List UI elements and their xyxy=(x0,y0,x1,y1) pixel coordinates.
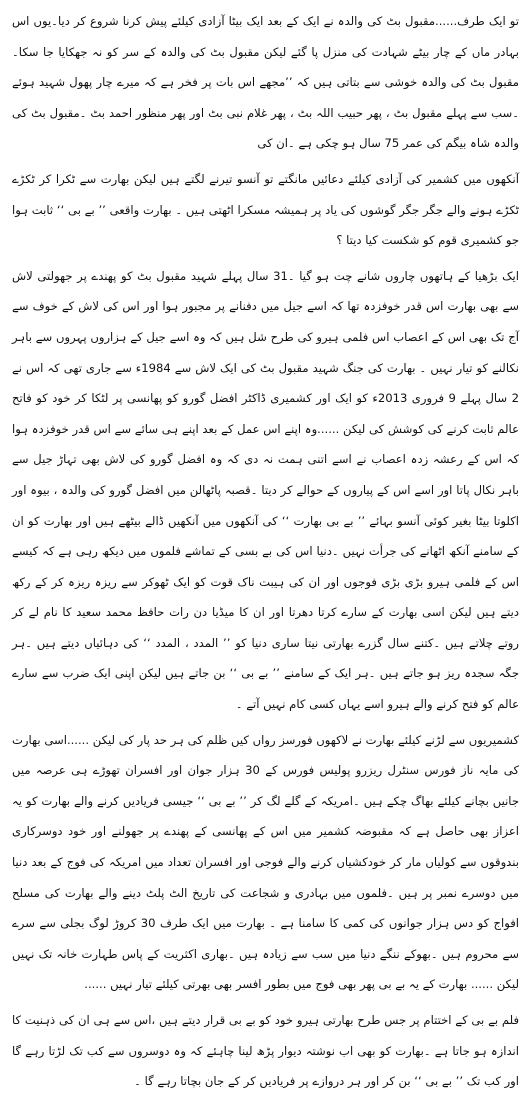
article-paragraph: تو ایک طرف......مقبول بٹ کی والدہ نے ایک کے بعد ایک بیٹا آزادی کیلئے پیش کرنا شروع کر دیا۔یوں اس بہادر ماں کے چار بیٹے شہادت کی منزل پا گئے لیکن مقبول بٹ کی والدہ کے سر کو نہ جھکایا جا سکا۔مقبول بٹ کی والدہ خوشی سے بتاتی ہیں کہ ’’مجھے اس بات پر فخر ہے کہ میرے چار پھول شہید ہوئے ۔سب سے پہلے مقبول بٹ ، پھر حبیب اللہ بٹ ، پھر غلام نبی بٹ اور پھر منظور احمد بٹ ۔مقبول بٹ کی والدہ شاہ بیگم کی عمر 75 سال ہو چکی ہے ۔ان کی xyxy=(12,14,519,151)
article-paragraph: آنکھوں میں کشمیر کی آزادی کیلئے دعائیں مانگتے تو آنسو تیرنے لگتے ہیں لیکن بھارت سے ٹکرا کر ٹکڑے ٹکڑے ہونے والے جگر جگر گوشوں کی یاد پر ہمیشہ مسکرا اٹھتی ہیں ۔ بھارت واقعی ’’ بے بی ‘‘ ثابت ہوا جو کشمیری قوم کو شکست کیا دیتا ؟ xyxy=(12,171,519,248)
article-paragraph: ایک بڑھیا کے ہاتھوں چاروں شانے چت ہو گیا ۔31 سال پہلے شہید مقبول بٹ کو پھندے پر جھولتی لاش سے بھی بھارت اس قدر خوفزدہ تھا کہ اسے جیل میں دفنانے پر مجبور ہوا اور اس کی لاش کے خوف سے آج تک بھی اس کے اعصاب اس فلمی ہیرو کی طرح شل ہیں کہ وہ اسے جیل کے ہزاروں پہروں سے باہر نکالنے کو تیار نہیں ۔ بھارت کی جنگ شہید مقبول بٹ کی ایک لاش سے 1984ء سے جاری تھی کہ اس نے 2 سال پہلے 9 فروری 2013ء کو ایک اور کشمیری ڈاکٹر افضل گورو کو پھانسی پر لٹکا کر خود کو فاتح عالم ثابت کرنے کی کوشش کی لیکن ......وہ اپنے اس عمل کے بعد اپنے ہی سائے سے اس قدر خوفزدہ ہوا کہ اس کے رعشہ زدہ اعصاب نے اسے اتنی ہمت نہ دی کہ وہ افضل گورو کی لاش بھی تہاڑ جیل سے باہر نکال پاتا اور اسے اس کے پیاروں کے حوالے کر دیتا ۔قصبہ پاٹھالن میں افضل گورو کی والدہ ، بیوہ اور اکلوتا بیٹا بغیر کوئی آنسو بہائے ’’ بے بی بھارت ‘‘ کی آنکھوں میں آنکھیں ڈالے بیٹھے ہیں اور بھارت کو ان کے سامنے آنکھ اٹھانے کی جرأت نہیں ۔دنیا اس کی بے بسی کے تماشے فلموں میں دیکھ رہی ہے کہ کیسے اس کے فلمی ہیرو بڑی بڑی فوجوں اور ان کی ہیبت ناک قوت کو ایک ٹھوکر سے ریزہ ریزہ کر کے رکھ دیتے ہیں لیکن اسی بھارت کے سارے کرتا دھرتا اور ان کا میڈیا دن رات حافظ محمد سعید کا نام لے کر روتے چلاتے ہیں ۔کتنے سال گزرے بھارتی نیتا ساری دنیا کو ’’ المدد ، المدد ‘‘ کی دہائیاں دیتے ہیں ۔ہر جگہ سجدہ ریز ہو جاتے ہیں ۔ہر ایک کے سامنے ’’ بے بی ‘‘ بن جاتے ہیں لیکن اپنی ایک ضرب سے سارے عالم کو فتح کرنے والے ہیرو اسے یہاں کسی کام نہیں آتے ۔ xyxy=(12,268,519,712)
article-paragraph: فلم بے بی کے اختتام پر جس طرح بھارتی ہیرو خود کو بے بی قرار دیتے ہیں ،اس سے ہی ان کی ذہنیت کا اندازہ ہو جاتا ہے ۔بھارت کو بھی اب نوشتہ دیوار پڑھ لینا چاہئے کہ وہ دوسروں سے کب تک لڑتا رہے گا اور کب تک ’’ بے بی ‘‘ بن کر اور ہر دروازے پر فریادیں کر کے جان بچاتا رہے گا ۔ xyxy=(12,1013,519,1089)
article-paragraph: کشمیریوں سے لڑنے کیلئے بھارت نے لاکھوں فورسز رواں کیں ظلم کی ہر حد پار کی لیکن ......اسی بھارت کی مایہ ناز فورس سنٹرل ریزرو پولیس فورس کے 30 ہزار جوان اور افسران تھوڑے ہی عرصہ میں جانیں بچانے کیلئے بھاگ چکے ہیں ۔امریکہ کے گلے لگ کر ’’ بے بی ‘‘ جیسی فریادیں کرنے والے بھارت کو یہ اعزاز بھی حاصل ہے کہ مقبوضہ کشمیر میں اس کے پھانسی کے پھندے پر جھولنے اور خود دوسرکاری بندوقوں سے کولیاں مار کر خودکشیاں کرنے والے فوجی اور افسران تعداد میں امریکہ کی فوج کے بعد دنیا میں دوسرے نمبر پر ہیں ۔فلموں میں بہادری و شجاعت کی تاریخ الٹ پلٹ دینے والے بھارت کی مسلح افواج کو دس ہزار جوانوں کی کمی کا سامنا ہے ۔ بھارت میں ایک طرف 30 کروڑ لوگ بجلی سے سرے سے محروم ہیں ۔بھوکے ننگے دنیا میں سب سے زیادہ ہیں ۔بھاری اکثریت کے پاس طہارت خانہ تک نہیں لیکن ...... بھارت کے یہ بے بی پھر بھی فوج میں بطور افسر بھی بھرتی کیلئے تیار نہیں ...... xyxy=(12,732,519,992)
